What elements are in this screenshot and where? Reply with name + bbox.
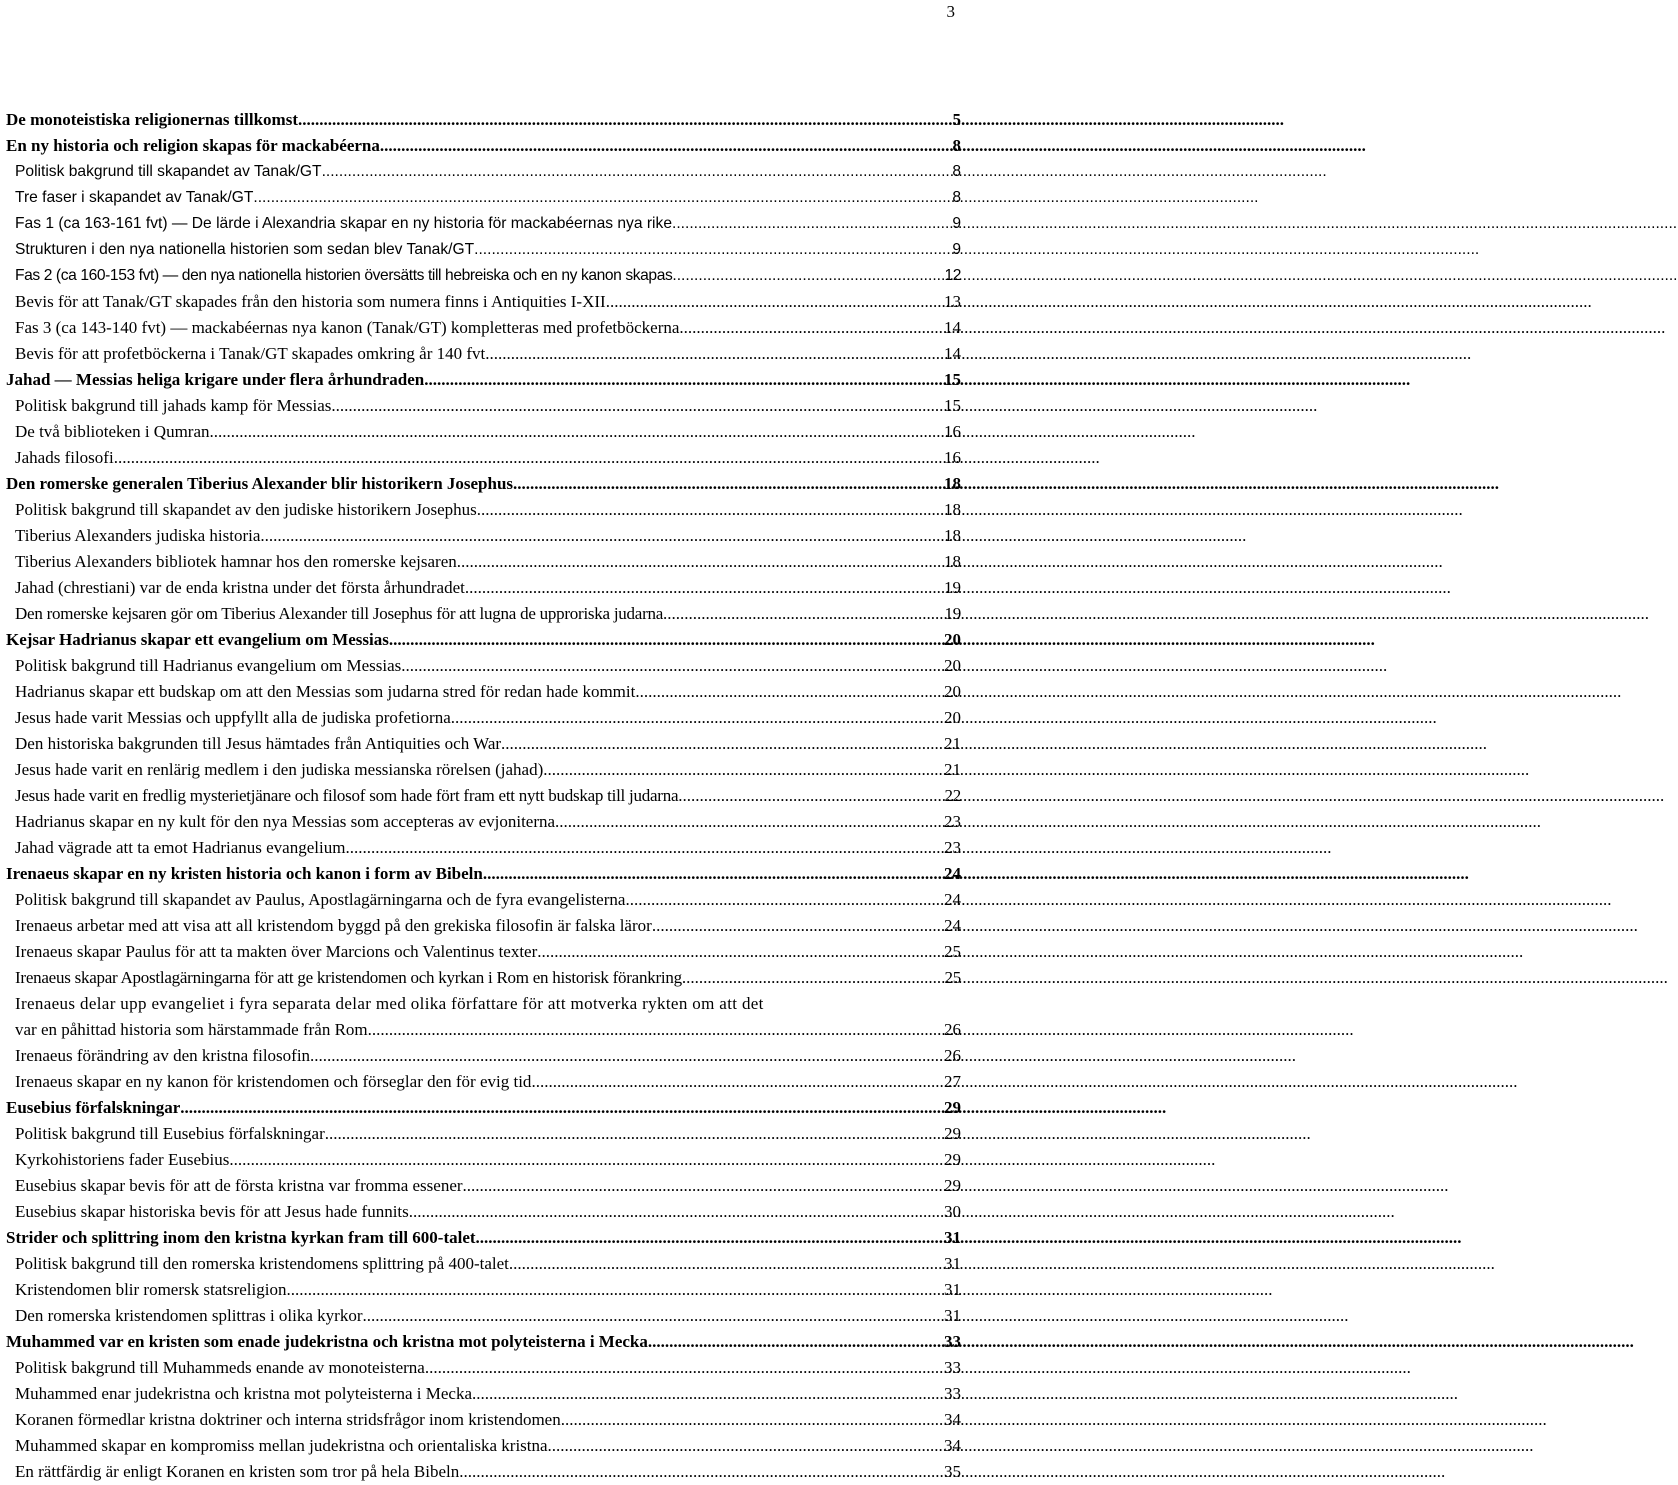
toc-entry[interactable] (6, 783, 961, 809)
dot-leader (210, 419, 944, 445)
toc-entry[interactable] (6, 1277, 961, 1303)
toc-entry-title: Strukturen i den nya nationella historien som sedan blev Tanak/GT (15, 241, 475, 258)
toc-entry-title: Bevis för att Tanak/GT skapades från den historia som numera finns i Antiquities I-XII (15, 292, 606, 311)
dot-leader (401, 653, 944, 679)
dot-leader (389, 627, 944, 653)
toc-entry[interactable] (6, 939, 961, 965)
toc-page-number: 14 (944, 344, 961, 363)
dot-leader (451, 705, 944, 731)
dot-leader (477, 497, 944, 523)
toc-entry-title: Muhammed var en kristen som enade judekristna och kristna mot polyteisterna i Mecka (6, 1332, 648, 1351)
toc-entry[interactable] (6, 731, 961, 757)
toc-entry[interactable] (6, 679, 961, 705)
toc-entry-title: Den romerske generalen Tiberius Alexander blir historikern Josephus (6, 474, 514, 493)
toc-page-number: 19 (944, 604, 961, 623)
toc-entry[interactable] (6, 549, 961, 575)
dot-leader (679, 315, 944, 341)
toc-page-number: 29 (944, 1098, 961, 1117)
toc-entry-title: Irenaeus skapar Paulus för att ta makten över Marcions och Valentinus texter (15, 942, 538, 961)
toc-entry-title: Tiberius Alexanders bibliotek hamnar hos den romerske kejsaren (15, 552, 457, 571)
toc-entry-title: Jahad (chrestiani) var de enda kristna under det första århundradet (15, 578, 465, 597)
dot-leader (485, 341, 944, 367)
toc-page-number: 34 (944, 1436, 961, 1455)
toc-page-number: 21 (944, 734, 961, 753)
dot-leader (114, 445, 944, 471)
toc-entry[interactable] (6, 653, 961, 679)
dot-leader (322, 159, 953, 185)
dot-leader (672, 211, 952, 237)
toc-page-number: 9 (952, 215, 961, 232)
dot-leader (380, 133, 953, 159)
toc-entry[interactable] (6, 1147, 961, 1173)
toc-entry[interactable] (6, 341, 961, 367)
dot-leader (509, 1251, 944, 1277)
toc-entry-title: Politisk bakgrund till Eusebius förfalskningar (15, 1124, 325, 1143)
toc-entry[interactable] (6, 965, 961, 991)
toc-page-number: 13 (944, 292, 961, 311)
dot-leader (331, 393, 944, 419)
dot-leader (476, 1225, 944, 1251)
toc-entry[interactable] (6, 835, 961, 861)
toc-entry-title: Jahad vägrade att ta emot Hadrianus evangelium (15, 838, 346, 857)
toc-entry[interactable] (6, 1459, 961, 1485)
dot-leader (501, 731, 944, 757)
dot-leader (513, 471, 944, 497)
toc-entry[interactable] (6, 757, 961, 783)
toc-entry-title: En rättfärdig är enligt Koranen en kristen som tror på hela Bibeln (15, 1462, 460, 1481)
toc-entry-title: En ny historia och religion skapas för mackabéerna (6, 136, 380, 155)
toc-page-number: 5 (952, 110, 961, 129)
toc-entry-title: De monoteistiska religionernas tillkomst (6, 110, 298, 129)
toc-entry[interactable] (6, 1251, 961, 1277)
toc-entry[interactable] (6, 237, 961, 263)
toc-chapter[interactable] (6, 861, 961, 887)
dot-leader (635, 679, 944, 705)
toc-entry-title: Politisk bakgrund till skapandet av Paulus, Apostlagärningarna och de fyra evangelisterna (15, 890, 626, 909)
toc-entry[interactable] (6, 159, 961, 185)
toc-chapter[interactable] (6, 1225, 961, 1251)
toc-chapter[interactable] (6, 471, 961, 497)
toc-page-number: 8 (952, 189, 961, 206)
toc-page-number: 8 (952, 136, 961, 155)
toc-entry[interactable] (6, 575, 961, 601)
dot-leader (345, 835, 944, 861)
toc-entry-title: Hadrianus skapar en ny kult för den nya Messias som accepteras av evjoniterna (15, 812, 556, 831)
toc-entry[interactable] (6, 705, 961, 731)
toc-entry-title: Jesus hade varit en renlärig medlem i den judiska messianska rörelsen (jahad) (15, 760, 544, 779)
toc-page-number: 31 (944, 1228, 961, 1247)
toc-page-number: 15 (944, 396, 961, 415)
dot-leader (483, 861, 944, 887)
dot-leader (325, 1121, 944, 1147)
dot-leader (286, 1277, 944, 1303)
toc-entry[interactable] (6, 601, 961, 627)
toc-page-number: 26 (944, 1046, 961, 1065)
toc-page-number: 31 (944, 1280, 961, 1299)
toc-entry-title: Politisk bakgrund till den romerska kristendomens splittring på 400-talet (15, 1254, 509, 1273)
toc-entry-title: Eusebius skapar bevis för att de första kristna var fromma essener (15, 1176, 463, 1195)
toc-page-number: 20 (944, 630, 961, 649)
dot-leader (606, 289, 944, 315)
toc-entry-title: var en påhittad historia som härstammade från Rom (15, 1020, 368, 1039)
toc-chapter[interactable] (6, 107, 961, 133)
toc-entry[interactable] (6, 497, 961, 523)
dot-leader (543, 757, 944, 783)
toc-page-number: 26 (944, 1020, 961, 1039)
toc-entry-title: Politisk bakgrund till Hadrianus evangelium om Messias (15, 656, 402, 675)
toc-entry-title: Jahad — Messias heliga krigare under flera århundraden (6, 370, 425, 389)
toc-entry-title: Hadrianus skapar ett budskap om att den Messias som judarna stred för redan hade kommit (15, 682, 636, 701)
toc-entry-title: De två biblioteken i Qumran (15, 422, 210, 441)
toc-page-number: 29 (944, 1176, 961, 1195)
toc-chapter[interactable] (6, 1329, 961, 1355)
toc-page-number: 24 (944, 890, 961, 909)
toc-page-number: 33 (944, 1332, 961, 1351)
toc-entry[interactable] (6, 289, 961, 315)
toc-chapter[interactable] (6, 1095, 961, 1121)
toc-entry-title: Kejsar Hadrianus skapar ett evangelium om Messias (6, 630, 389, 649)
toc-entry-title: Politisk bakgrund till skapandet av den judiske historikern Josephus (15, 500, 477, 519)
toc-entry-title: Eusebius förfalskningar (6, 1098, 181, 1117)
toc-page-number: 25 (944, 942, 961, 961)
dot-leader (548, 1433, 944, 1459)
toc-entry-title: Bevis för att profetböckerna i Tanak/GT skapades omkring år 140 fvt (15, 344, 486, 363)
dot-leader (648, 1329, 944, 1355)
dot-leader (537, 939, 944, 965)
toc-entry-title: Fas 1 (ca 163-161 fvt) — De lärde i Alexandria skapar en ny historia för mackabéernas nya rike (15, 215, 672, 232)
dot-leader (472, 1381, 944, 1407)
toc-entry-title: Irenaeus förändring av den kristna filosofin (15, 1046, 311, 1065)
toc-entry[interactable] (6, 1017, 961, 1043)
dot-leader (362, 1303, 944, 1329)
toc-entry-title: Muhammed enar judekristna och kristna mot polyteisterna i Mecka (15, 1384, 472, 1403)
toc-entry[interactable] (6, 393, 961, 419)
toc-entry[interactable] (6, 315, 961, 341)
toc-entry[interactable] (6, 887, 961, 913)
toc-entry-title: Den romerske kejsaren gör om Tiberius Alexander till Josephus för att lugna de upproriska judarna (15, 604, 664, 623)
dot-leader (298, 107, 953, 133)
toc-page-number: 34 (944, 1410, 961, 1429)
toc-entry[interactable] (6, 1199, 961, 1225)
dot-leader (425, 1355, 944, 1381)
toc-page-number: 20 (944, 708, 961, 727)
toc-entry-title: Jesus hade varit Messias och uppfyllt alla de judiska profetiorna (15, 708, 451, 727)
toc-entry[interactable] (6, 809, 961, 835)
toc-entry[interactable] (6, 1407, 961, 1433)
toc-entry-title: Irenaeus arbetar med att visa att all kristendom byggd på den grekiska filosofin är falska läror (15, 916, 652, 935)
table-of-contents (6, 107, 961, 1485)
toc-page-number: 16 (944, 448, 961, 467)
toc-entry-title: Koranen förmedlar kristna doktriner och interna stridsfrågor inom kristendomen (15, 1410, 561, 1429)
toc-entry-title: Irenaeus skapar en ny kristen historia och kanon i form av Bibeln (6, 864, 483, 883)
toc-page-number: 19 (944, 578, 961, 597)
toc-page-number: 24 (944, 916, 961, 935)
toc-entry-title: Jesus hade varit en fredlig mysterietjänare och filosof som hade fört fram ett nytt budskap till judarna (15, 786, 679, 805)
dot-leader (531, 1069, 944, 1095)
toc-chapter[interactable] (6, 133, 961, 159)
dot-leader (229, 1147, 944, 1173)
dot-leader (474, 237, 952, 263)
toc-entry-title: Politisk bakgrund till jahads kamp för Messias (15, 396, 332, 415)
dot-leader (672, 263, 944, 289)
toc-entry[interactable] (6, 1121, 961, 1147)
dot-leader (368, 1017, 944, 1043)
dot-leader (459, 1459, 944, 1485)
toc-page-number: 33 (944, 1384, 961, 1403)
toc-page-number: 33 (944, 1358, 961, 1377)
toc-entry-title: Den historiska bakgrunden till Jesus hämtades från Antiquities och War (15, 734, 502, 753)
dot-leader (625, 887, 944, 913)
toc-page-number: 20 (944, 656, 961, 675)
toc-entry-title: Fas 2 (ca 160-153 fvt) — den nya nationella historien översätts till hebreiska och en ny kanon skapas (15, 267, 673, 284)
toc-entry[interactable] (6, 523, 961, 549)
toc-entry-title: Jahads filosofi (15, 448, 114, 467)
dot-leader (652, 913, 944, 939)
toc-page-number: 18 (944, 500, 961, 519)
toc-entry-title: Den romerska kristendomen splittras i olika kyrkor (15, 1306, 363, 1325)
toc-page-number: 18 (944, 552, 961, 571)
toc-entry[interactable] (6, 211, 961, 237)
toc-chapter[interactable] (6, 367, 961, 393)
toc-page-number: 25 (944, 968, 961, 987)
toc-entry-title: Kyrkohistoriens fader Eusebius (15, 1150, 230, 1169)
toc-page-number: 8 (952, 163, 961, 180)
toc-entry[interactable] (6, 1303, 961, 1329)
toc-entry[interactable] (6, 1043, 961, 1069)
toc-page-number: 18 (944, 526, 961, 545)
toc-page-number: 29 (944, 1124, 961, 1143)
toc-page-number: 12 (944, 267, 961, 284)
toc-entry-title: Politisk bakgrund till skapandet av Tanak/GT (15, 163, 322, 180)
dot-leader (555, 809, 944, 835)
toc-page-number: 15 (944, 370, 961, 389)
toc-entry-title[interactable]: Irenaeus delar upp evangeliet i fyra separata delar med olika författare för att motverka rykten om att det (15, 994, 764, 1013)
toc-entry-title: Irenaeus skapar Apostlagärningarna för att ge kristendomen och kyrkan i Rom en historisk förankring (15, 968, 682, 987)
toc-entry[interactable] (6, 263, 961, 289)
dot-leader (253, 185, 952, 211)
dot-leader (465, 575, 944, 601)
dot-leader (310, 1043, 944, 1069)
toc-entry-title: Eusebius skapar historiska bevis för att Jesus hade funnits (15, 1202, 409, 1221)
toc-entry-title: Kristendomen blir romersk statsreligion (15, 1280, 287, 1299)
toc-page-number: 18 (944, 474, 961, 493)
toc-entry-title: Politisk bakgrund till Muhammeds enande av monoteisterna (15, 1358, 425, 1377)
toc-page-number: 22 (944, 786, 961, 805)
toc-entry[interactable] (6, 1433, 961, 1459)
dot-leader (409, 1199, 944, 1225)
dot-leader (260, 523, 944, 549)
toc-entry-title: Tiberius Alexanders judiska historia (15, 526, 261, 545)
toc-entry[interactable] (6, 445, 961, 471)
toc-entry[interactable] (6, 1381, 961, 1407)
toc-entry-title: Muhammed skapar en kompromiss mellan judekristna och orientaliska kristna (15, 1436, 548, 1455)
toc-page-number: 16 (944, 422, 961, 441)
toc-entry[interactable] (6, 185, 961, 211)
toc-page-number: 23 (944, 812, 961, 831)
toc-page-number: 23 (944, 838, 961, 857)
page-number: 3 (946, 2, 955, 21)
toc-page-number: 29 (944, 1150, 961, 1169)
dot-leader (663, 601, 944, 627)
toc-page-number: 21 (944, 760, 961, 779)
dot-leader (561, 1407, 944, 1433)
toc-page-number: 30 (944, 1202, 961, 1221)
dot-leader (424, 367, 944, 393)
toc-entry[interactable] (6, 913, 961, 939)
dot-leader (682, 965, 945, 991)
toc-page-number: 20 (944, 682, 961, 701)
toc-page-number: 9 (952, 241, 961, 258)
toc-entry-title: Strider och splittring inom den kristna kyrkan fram till 600-talet (6, 1228, 476, 1247)
toc-page-number: 35 (944, 1462, 961, 1481)
toc-entry[interactable] (6, 1355, 961, 1381)
toc-entry[interactable] (6, 1173, 961, 1199)
toc-chapter[interactable] (6, 627, 961, 653)
toc-entry-title: Fas 3 (ca 143-140 fvt) — mackabéernas nya kanon (Tanak/GT) kompletteras med profetböckerna (15, 318, 680, 337)
dot-leader (180, 1095, 944, 1121)
dot-leader (457, 549, 944, 575)
toc-entry-title: Irenaeus skapar en ny kanon för kristendomen och förseglar den för evig tid (15, 1072, 532, 1091)
toc-entry-title: Tre faser i skapandet av Tanak/GT (15, 189, 254, 206)
toc-page-number: 27 (944, 1072, 961, 1091)
toc-page-number: 24 (944, 864, 961, 883)
toc-page-number: 31 (944, 1306, 961, 1325)
dot-leader (678, 783, 944, 809)
toc-page-number: 14 (944, 318, 961, 337)
toc-entry[interactable] (6, 419, 961, 445)
toc-page-number: 31 (944, 1254, 961, 1273)
toc-entry[interactable] (6, 1069, 961, 1095)
dot-leader (463, 1173, 944, 1199)
